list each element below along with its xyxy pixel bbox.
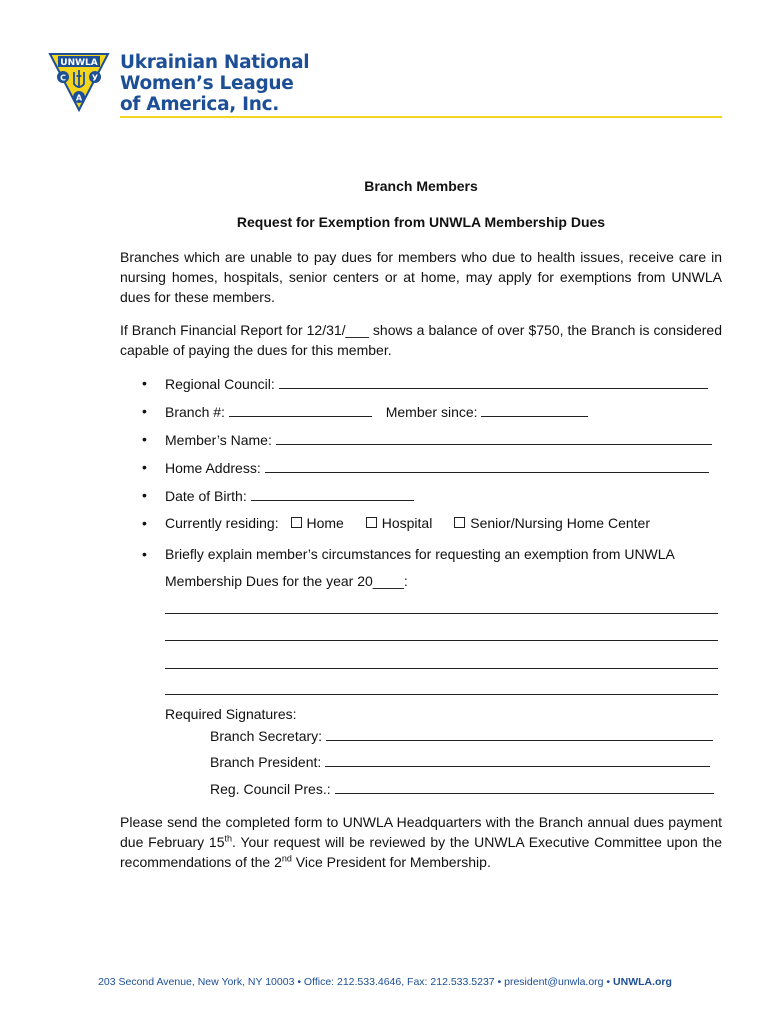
reg-council-pres-label: Reg. Council Pres.: [210, 781, 331, 797]
regional-council-field[interactable] [165, 375, 708, 392]
closing-paragraph [120, 812, 722, 872]
page-subtitle: Request for Exemption from UNWLA Membership Dues [236, 214, 606, 230]
footer [0, 976, 770, 988]
branch-president-label: Branch President: [210, 754, 322, 770]
logo-letter-1: С [60, 73, 66, 83]
branch-number-input[interactable] [229, 403, 372, 417]
bullet: • [142, 431, 147, 447]
bullet: • [142, 459, 147, 475]
home-address-input[interactable] [265, 459, 709, 473]
branch-president-signature[interactable] [325, 753, 710, 767]
residing-option-home[interactable] [291, 515, 344, 531]
bullet: • [142, 515, 147, 531]
member-name-field[interactable] [165, 431, 712, 448]
branch-secretary-signature[interactable] [326, 727, 713, 741]
member-name-input[interactable] [276, 431, 712, 445]
unwla-logo [48, 50, 110, 112]
currently-residing-label: Currently residing: [165, 515, 279, 531]
explanation-line-3[interactable] [165, 655, 718, 669]
explanation-line-2[interactable] [165, 627, 718, 641]
currently-residing-field [165, 515, 650, 531]
footer-website-link[interactable]: UNWLA.org [613, 976, 672, 988]
bullet: • [142, 487, 147, 503]
date-of-birth-label: Date of Birth: [165, 488, 247, 504]
closing-text-1: Please send the completed form to UNWLA Headquarters with the Branch annual dues payment due February 15 [120, 814, 722, 850]
header-divider [120, 116, 722, 118]
closing-sup-2: nd [281, 853, 292, 864]
senior-center-option-label: Senior/Nursing Home Center [470, 515, 650, 531]
regional-council-input[interactable] [279, 375, 708, 389]
bullet: • [142, 403, 147, 419]
reg-council-pres-field[interactable] [210, 780, 714, 797]
branch-number-field[interactable] [165, 403, 588, 420]
branch-president-field[interactable] [210, 753, 710, 770]
hospital-option-label: Hospital [381, 515, 433, 531]
bullet: • [142, 546, 147, 562]
branch-secretary-label: Branch Secretary: [210, 728, 323, 744]
branch-number-label: Branch #: [165, 404, 225, 420]
org-name-line-2: Women’s League [120, 73, 294, 94]
explain-prompt-line-1: Briefly explain member’s circumstances for requesting an exemption from UNWLA [165, 546, 675, 562]
branch-secretary-field[interactable] [210, 727, 713, 744]
bullet: • [142, 375, 147, 391]
home-address-field[interactable] [165, 459, 709, 476]
org-name-line-3: of America, Inc. [120, 94, 279, 115]
required-signatures-label: Required Signatures: [165, 706, 297, 722]
logo-letter-2: У [91, 73, 99, 83]
footer-contact: 203 Second Avenue, New York, NY 10003 • Office: 212.533.4646, Fax: 212.533.5237 • president@unwla.org • [98, 976, 614, 988]
logo-acronym: UNWLA [60, 58, 98, 68]
explanation-line-1[interactable] [165, 600, 718, 614]
intro-paragraph-1: Branches which are unable to pay dues for members who due to health issues, receive care in nursing homes, hospitals, senior centers or at home, may apply for exemptions from UNWLA dues for these members. [120, 249, 722, 305]
home-address-label: Home Address: [165, 460, 261, 476]
explain-prompt-line-2: Membership Dues for the year 20____: [165, 573, 408, 589]
closing-text-3: Vice President for Membership. [291, 854, 491, 870]
member-name-label: Member’s Name: [165, 432, 272, 448]
senior-center-checkbox[interactable] [454, 517, 465, 528]
residing-option-senior-center[interactable] [454, 515, 650, 531]
org-name-line-1: Ukrainian National [120, 52, 310, 73]
hospital-checkbox[interactable] [366, 517, 377, 528]
page-title: Branch Members [364, 178, 478, 194]
date-of-birth-input[interactable] [251, 487, 414, 501]
home-checkbox[interactable] [291, 517, 302, 528]
regional-council-label: Regional Council: [165, 376, 275, 392]
logo-letter-3: А [75, 93, 83, 103]
member-since-label: Member since: [385, 404, 478, 420]
reg-council-pres-signature[interactable] [335, 780, 714, 794]
home-option-label: Home [306, 515, 344, 531]
explanation-line-4[interactable] [165, 681, 718, 695]
date-of-birth-field[interactable] [165, 487, 414, 504]
member-since-input[interactable] [481, 403, 588, 417]
intro-paragraph-2: If Branch Financial Report for 12/31/___ shows a balance of over $750, the Branch is considered capable of paying the dues for this member. [120, 322, 722, 358]
residing-option-hospital[interactable] [366, 515, 433, 531]
closing-sup-1: th [224, 833, 233, 844]
closing-text-2: . Your request will be reviewed by the UNWLA Executive Committee upon the recommendations of the 2 [120, 834, 723, 870]
